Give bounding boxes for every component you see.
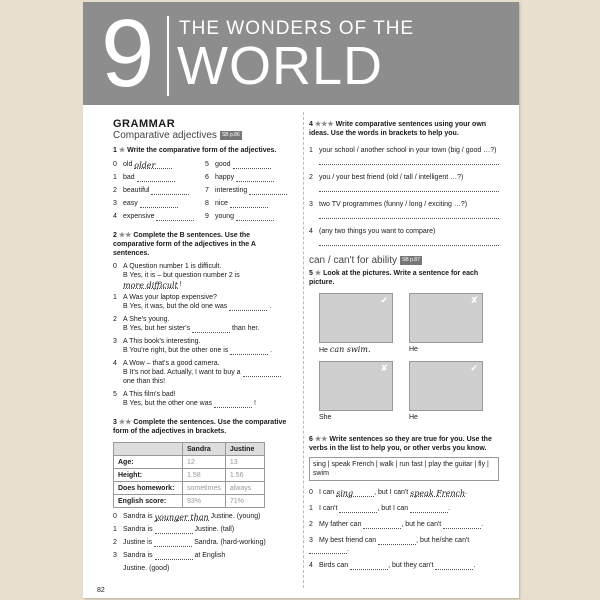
sentence-b-text: B Yes, it was, but the old one was — [123, 303, 228, 311]
sentence-a-text: A This book's interesting. — [123, 338, 201, 346]
part-2: , but he/she can't — [416, 537, 470, 545]
item-number: 3 — [113, 200, 117, 208]
item-number: 2 — [113, 187, 117, 195]
item-number: 6 — [205, 174, 209, 182]
item-number: 1 — [113, 526, 117, 534]
item-number: 2 — [113, 316, 117, 324]
sandra-value: 1.58 — [183, 469, 226, 482]
sentence-a — [113, 293, 293, 302]
picture-3-caption: He — [409, 414, 418, 422]
item-number: 4 — [309, 228, 313, 235]
item-number: 8 — [205, 200, 209, 208]
ex1-item — [113, 212, 201, 221]
ex3-item — [113, 538, 293, 547]
unit-banner — [83, 2, 519, 105]
ex2-item — [113, 359, 293, 386]
row-label: Age: — [114, 456, 183, 469]
answer-blank[interactable] — [410, 505, 451, 513]
sentence-end: Sandra. (hard-working) — [194, 539, 266, 547]
title-divider — [167, 16, 169, 96]
part-3: . — [481, 521, 484, 529]
row-label: English score: — [114, 495, 183, 508]
table-header-row — [114, 443, 265, 456]
answer-blank[interactable] — [151, 187, 189, 195]
part-2: , but they can't — [388, 562, 434, 570]
item-number: 0 — [309, 489, 313, 497]
answer-blank[interactable] — [243, 369, 281, 377]
answer-blank[interactable]: more difficult — [123, 281, 178, 291]
ex1-item — [205, 160, 293, 169]
sandra-value: 12 — [183, 456, 226, 469]
ex4-item — [309, 227, 499, 246]
sentence-b-end: ! — [179, 281, 182, 289]
comparison-table — [113, 442, 265, 508]
sentence-b-text: B Yes, but her sister's — [123, 325, 191, 333]
justine-value: always — [225, 482, 264, 495]
answer-blank[interactable]: speak French — [410, 489, 466, 499]
ex6-item — [309, 520, 499, 529]
answer-blank[interactable] — [230, 200, 268, 208]
sentence-b-end: one than this! — [123, 378, 166, 386]
item-number: 3 — [309, 201, 313, 208]
item-number: 4 — [113, 360, 117, 368]
ex6-item — [309, 488, 499, 497]
sb-reference-2: SB p.87 — [402, 257, 420, 263]
sentence-end: Justine. (young) — [210, 513, 261, 521]
picture-0-caption: He can swim. — [319, 345, 371, 355]
sentence-b-text: B You're right, but the other one is — [123, 347, 229, 355]
sentence-a — [113, 262, 293, 271]
sentence-start: Justine. (good) — [123, 565, 170, 573]
unit-title-line1: THE WONDERS OF THE — [179, 18, 415, 39]
answer-blank[interactable]: sing — [336, 489, 374, 497]
tick-icon: ✔ — [380, 295, 388, 306]
right-column — [309, 120, 499, 570]
item-word: easy — [123, 200, 138, 208]
picture-1-caption: He — [409, 346, 418, 354]
sentence-b-end: . — [270, 347, 273, 355]
answer-blank[interactable] — [233, 161, 271, 169]
table-row — [114, 469, 265, 482]
answer-blank[interactable] — [192, 325, 230, 333]
prompt-text: your school / another school in your town (big / good …?) — [319, 147, 497, 154]
answer-blank[interactable] — [154, 539, 192, 547]
answer-blank[interactable] — [339, 505, 377, 513]
sentence-b-end: than her. — [232, 325, 260, 333]
table-header-cell: Justine — [225, 443, 264, 456]
ex3-item — [113, 525, 293, 534]
item-number: 0 — [113, 161, 117, 169]
ex3-item — [113, 564, 293, 573]
answer-blank[interactable] — [156, 213, 194, 221]
ex4-item — [309, 200, 499, 219]
answer-blank[interactable] — [155, 552, 193, 560]
table-row — [114, 482, 265, 495]
row-label: Does homework: — [114, 482, 183, 495]
item-word: nice — [215, 200, 228, 208]
ex4-item — [309, 146, 499, 165]
exercise-4-instruction: 4 ★★★ Write comparative sentences using your own ideas. Use the words in brackets to help you. — [309, 121, 487, 137]
item-number: 1 — [113, 174, 117, 182]
ex1-item — [205, 186, 293, 195]
justine-value: 1.56 — [225, 469, 264, 482]
item-number: 2 — [309, 174, 313, 181]
sentence-start: Sandra is — [123, 526, 153, 534]
item-number: 2 — [309, 521, 313, 529]
sentence-start: Justine is — [123, 539, 153, 547]
part-3: . — [347, 546, 349, 554]
justine-value: 13 — [225, 456, 264, 469]
sentence-a-text: A She's young. — [123, 316, 170, 324]
answer-blank[interactable]: older — [134, 161, 172, 169]
answer-blank[interactable] — [363, 521, 401, 529]
sentence-a — [113, 337, 293, 346]
sandra-value: 93% — [183, 495, 226, 508]
item-number: 3 — [113, 552, 117, 560]
ex6-item — [309, 504, 499, 513]
answer-blank[interactable] — [350, 562, 388, 570]
item-number: 1 — [309, 505, 313, 513]
item-word: beautiful — [123, 187, 150, 195]
part-1: Birds can — [319, 562, 349, 570]
picture-swimmer — [319, 293, 393, 343]
picture-dancers — [409, 293, 483, 343]
sentence-a — [113, 315, 293, 324]
verb-list-box: sing | speak French | walk | run fast | play the guitar | fly | swim — [309, 457, 499, 481]
sentence-b — [113, 399, 293, 408]
sentence-b — [113, 324, 293, 333]
sentence-a — [113, 390, 293, 399]
answer-blank[interactable] — [309, 546, 347, 554]
left-column — [113, 120, 293, 573]
can-cant-heading: can / can't for ability SB p.87 — [309, 255, 420, 267]
cross-icon: ✘ — [380, 363, 388, 374]
sentence-a-text: A Wow – that's a good camera. — [123, 360, 220, 368]
picture-2-caption: She — [319, 414, 332, 422]
item-word: good — [215, 161, 231, 169]
ex1-item — [113, 173, 201, 182]
sentence-start: Sandra is — [123, 513, 153, 521]
ex1-item — [113, 186, 201, 195]
cross-icon: ✘ — [470, 295, 478, 306]
ex2-item — [113, 262, 293, 289]
item-number: 2 — [113, 539, 117, 547]
table-row — [114, 456, 265, 469]
sentence-end: at English — [194, 552, 226, 560]
justine-value: 71% — [225, 495, 264, 508]
answer-blank[interactable] — [236, 213, 274, 221]
ex2-item — [113, 337, 293, 355]
prompt-text: (any two things you want to compare) — [319, 228, 436, 235]
page-number: 82 — [97, 587, 105, 594]
part-3: . — [465, 489, 468, 497]
ex1-item — [113, 160, 201, 169]
ex3-item — [113, 551, 293, 560]
table-row — [114, 495, 265, 508]
answer-blank[interactable] — [443, 521, 484, 529]
sentence-a — [113, 359, 293, 368]
table-header-cell: Sandra — [183, 443, 226, 456]
answer-line[interactable] — [319, 155, 499, 165]
answer-line[interactable] — [319, 236, 499, 246]
exercise-2-items — [113, 262, 293, 408]
answer-line[interactable] — [319, 182, 499, 192]
sentence-b — [113, 271, 293, 289]
answer-blank[interactable] — [378, 537, 416, 545]
exercise-3-items — [113, 512, 293, 573]
row-label: Height: — [114, 469, 183, 482]
exercise-6-instruction: 6 ★★ Write sentences so they are true for you. Use the verbs in the list to help you, or other verbs you know. — [309, 436, 492, 453]
item-number: 1 — [113, 294, 117, 302]
sentence-a-text: A Was your laptop expensive? — [123, 294, 217, 302]
item-number: 3 — [113, 338, 117, 346]
sentence-b-text: B Yes, but the other one was — [123, 400, 213, 408]
unit-number: 9 — [101, 2, 153, 107]
grammar-subheading: Comparative adjectives SB p.86 — [113, 130, 240, 142]
item-number: 0 — [113, 513, 117, 521]
workbook-page — [83, 2, 519, 598]
answer-blank[interactable] — [140, 200, 178, 208]
sandra-value: sometimes — [183, 482, 226, 495]
answer-blank[interactable] — [214, 400, 252, 408]
exercise-1-instruction: 1 ★ Write the comparative form of the adjectives. — [113, 147, 277, 155]
exercise-4-items — [309, 146, 499, 246]
item-word: happy — [215, 174, 235, 182]
part-1: My father can — [319, 521, 362, 529]
part-2: , but I can't — [374, 489, 409, 497]
item-number: 3 — [309, 537, 313, 545]
answer-blank[interactable] — [229, 303, 267, 311]
prompt-text: two TV programmes (funny / long / exciting …?) — [319, 201, 468, 208]
sentence-start: Sandra is — [123, 552, 153, 560]
ex1-item — [205, 199, 293, 208]
answer-blank[interactable] — [137, 174, 175, 182]
ex4-item — [309, 173, 499, 192]
picture-singer — [319, 361, 393, 411]
answer-blank[interactable] — [236, 174, 274, 182]
exercise-5-instruction: 5 ★ Look at the pictures. Write a sentence for each picture. — [309, 270, 479, 287]
item-word: interesting — [215, 187, 248, 195]
part-3: . — [448, 505, 451, 513]
item-number: 4 — [309, 562, 313, 570]
item-number: 1 — [309, 147, 313, 154]
answer-blank[interactable] — [435, 562, 476, 570]
prompt-text: you / your best friend (old / tall / intelligent …?) — [319, 174, 464, 181]
item-number: 5 — [205, 161, 209, 169]
part-1: I can't — [319, 505, 338, 513]
ex2-item — [113, 293, 293, 311]
sentence-b — [113, 346, 293, 355]
ex6-item — [309, 536, 499, 554]
item-number: 4 — [113, 213, 117, 221]
exercise-1-items — [113, 160, 293, 221]
part-2: , but I can — [377, 505, 409, 513]
answer-blank[interactable] — [249, 187, 287, 195]
sentence-b — [113, 368, 293, 386]
picture-grid — [309, 287, 499, 429]
exercise-6-items — [309, 488, 499, 570]
item-word: bad — [123, 174, 135, 182]
part-1: My best friend can — [319, 537, 377, 545]
sentence-end: Justine. (tall) — [194, 526, 235, 534]
grammar-heading: GRAMMAR — [113, 118, 176, 130]
ex1-item — [205, 173, 293, 182]
answer-line[interactable] — [319, 209, 499, 219]
ex1-item — [205, 212, 293, 221]
ex6-item — [309, 561, 499, 570]
item-word: young — [215, 213, 235, 221]
sentence-b-text: B It's not bad. Actually, I want to buy a — [123, 369, 241, 377]
ex1-item — [113, 199, 201, 208]
item-number: 7 — [205, 187, 209, 195]
part-2: , but he can't — [401, 521, 442, 529]
answer-blank[interactable] — [155, 526, 193, 534]
answer-blank[interactable] — [230, 347, 268, 355]
part-1: I can — [319, 489, 335, 497]
sentence-b-end: . — [269, 303, 272, 311]
answer-blank[interactable]: younger than — [154, 513, 209, 523]
tick-icon: ✔ — [470, 363, 478, 374]
ex2-item — [113, 315, 293, 333]
item-word: expensive — [123, 213, 155, 221]
item-number: 9 — [205, 213, 209, 221]
item-number: 5 — [113, 391, 117, 399]
exercise-3-instruction: 3 ★★ Complete the sentences. Use the comparative form of the adjectives in brackets. — [113, 419, 287, 436]
ex2-item — [113, 390, 293, 408]
column-divider — [303, 112, 304, 588]
sentence-b-end: ! — [254, 400, 256, 408]
sentence-a-text: A Question number 1 is difficult. — [123, 263, 222, 271]
ex3-item — [113, 512, 293, 521]
picture-cook — [409, 361, 483, 411]
table-header-cell — [114, 443, 183, 456]
exercise-2-instruction: 2 ★★ Complete the B sentences. Use the comparative form of the adjectives in the A sentences. — [113, 232, 256, 258]
unit-title-line2: WORLD — [177, 36, 383, 96]
sb-reference: SB p.86 — [221, 132, 240, 138]
item-number: 0 — [113, 263, 117, 271]
item-word: old — [123, 161, 133, 169]
part-3: . — [473, 562, 476, 570]
sentence-b-text: B Yes, it is – but question number 2 is — [123, 272, 240, 280]
sentence-a-text: A This film's bad! — [123, 391, 176, 399]
sentence-b — [113, 302, 293, 311]
